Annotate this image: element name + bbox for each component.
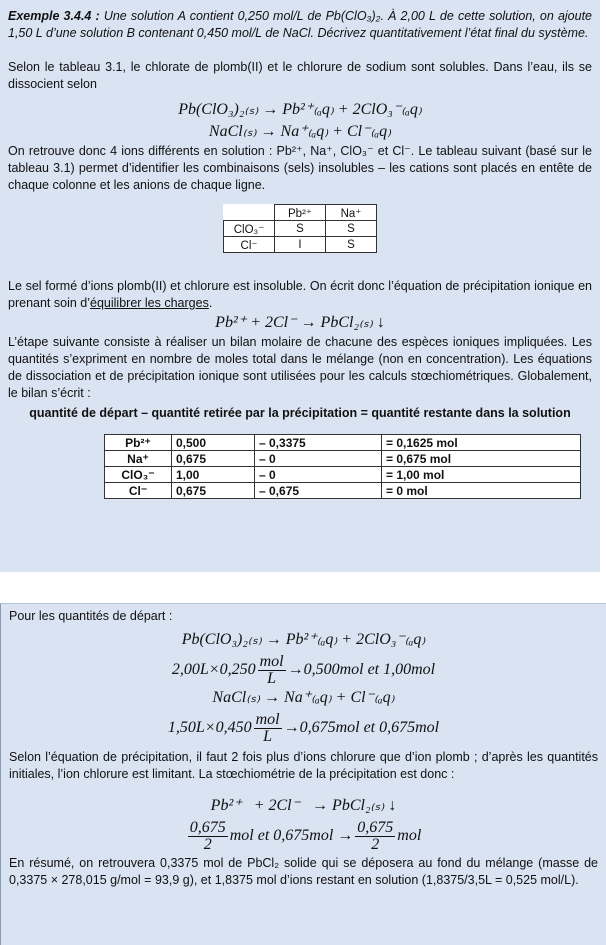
species-cell: Na⁺: [105, 451, 172, 467]
remaining-cell: = 0 mol: [382, 483, 581, 499]
start-cell: 0,675: [172, 451, 255, 467]
stoich-fraction-1: [188, 820, 228, 853]
removed-cell: – 0: [255, 451, 382, 467]
calc1-left: 2,00L×0,250: [171, 661, 256, 678]
fraction-den: L: [267, 669, 277, 687]
fraction-num: 0,675: [189, 818, 226, 836]
example-text: Une solution A contient 0,250 mol/L de Pb(ClO₃)₂. À 2,00 L de cette solution, on ajoute 1,50 L d’une solution B contenant 0,450 mol/L de NaCl. Décrivez quantitativement l’état final du système.: [8, 9, 592, 40]
example-statement: [8, 8, 592, 42]
cation-header: Na⁺: [326, 205, 377, 221]
eq3-chloride: + 2Cl⁻: [253, 797, 301, 814]
calc-line-1: [9, 653, 598, 687]
start-cell: 1,00: [172, 467, 255, 483]
stoich-fraction-2: [355, 820, 395, 853]
insoluble-paragraph: [8, 278, 592, 312]
fraction-den: 2: [203, 835, 212, 853]
table-row: [105, 483, 581, 499]
bilan-formula: quantité de départ – quantité retirée par la précipitation = quantité restante dans la solution: [29, 406, 571, 420]
table-row: [224, 221, 377, 237]
solubility-cell: I: [275, 237, 326, 253]
fraction-den: L: [263, 727, 273, 745]
anion-header: ClO₃⁻: [224, 221, 275, 237]
balance-charges-link[interactable]: équilibrer les charges: [90, 296, 209, 310]
eq3-product: → PbCl₂₍ₛ₎ ↓: [312, 797, 397, 814]
dissociation-eq-3: Pb(ClO₃)₂₍ₛ₎ → Pb²⁺₍ₐq₎ + 2ClO₃⁻₍ₐq₎: [181, 631, 426, 648]
table-row: [105, 435, 581, 451]
remaining-cell: = 0,1625 mol: [382, 435, 581, 451]
dissociation-eq-2: NaCl₍ₛ₎ → Na⁺₍ₐq₎ + Cl⁻₍ₐq₎: [208, 123, 392, 140]
fraction-num: mol: [259, 652, 284, 670]
dissociation-eq-1: Pb(ClO₃)₂₍ₛ₎ → Pb²⁺₍ₐq₎ + 2ClO₃⁻₍ₐq₎: [178, 101, 422, 118]
table-row: [105, 451, 581, 467]
example-label: Exemple 3.4.4 :: [8, 9, 100, 23]
fraction-den: 2: [371, 835, 380, 853]
start-cell: 0,500: [172, 435, 255, 451]
stoichiometry-line: [9, 817, 598, 855]
species-cell: Pb²⁺: [105, 435, 172, 451]
start-cell: 0,675: [172, 483, 255, 499]
fraction-num: mol: [255, 710, 280, 728]
part2-panel: [0, 603, 606, 945]
species-cell: ClO₃⁻: [105, 467, 172, 483]
insoluble-end: .: [208, 296, 213, 310]
stoich-unit: mol: [397, 827, 422, 844]
part2-heading: Pour les quantités de départ :: [9, 609, 173, 623]
solubility-cell: S: [275, 221, 326, 237]
bilan-table: [104, 434, 581, 499]
summary-paragraph: En résumé, on retrouvera 0,3375 mol de PbCl₂ solide qui se déposera au fond du mélange (masse de 0,3375 × 278,015 g/mol = 93,9 g), et 1,8375 mol d’ions restant en solution (1,8375/3,5L = 0,525 mol/L).: [9, 856, 598, 887]
remaining-cell: = 0,675 mol: [382, 451, 581, 467]
dissociation-eq-4: NaCl₍ₛ₎ → Na⁺₍ₐq₎ + Cl⁻₍ₐq₎: [212, 689, 395, 706]
fraction-num: 0,675: [357, 818, 394, 836]
insoluble-text: Le sel formé d’ions plomb(II) et chlorure est insoluble. On écrit donc l’équation de précipitation ionique en prenant soin d’: [8, 279, 592, 310]
bilan-paragraph: L’étape suivante consiste à réaliser un bilan molaire de chacune des espèces ioniques impliquées. Les quantités s’expriment en nombre de moles total dans le mélange (non en concentration). Les équations de dissociation et de précipitation ionique sont utilisées pour les calculs stœchiométriques. Globalement, le bilan s’écrit :: [8, 335, 592, 400]
cation-header: Pb²⁺: [275, 205, 326, 221]
ions-paragraph: On retrouve donc 4 ions différents en solution : Pb²⁺, Na⁺, ClO₃⁻ et Cl⁻. Le tableau suivant (basé sur le tableau 3.1) permet d’identifier les combinaisons (sels) insolubles – les cations sont placés en entête de chaque colonne et les anions de chaque ligne.: [8, 144, 592, 192]
stoich-mid: mol et 0,675mol →: [229, 827, 354, 844]
calc2-left: 1,50L×0,450: [167, 719, 252, 736]
remaining-cell: = 1,00 mol: [382, 467, 581, 483]
removed-cell: – 0: [255, 467, 382, 483]
removed-cell: – 0,3375: [255, 435, 382, 451]
intro-paragraph: Selon le tableau 3.1, le chlorate de plomb(II) et le chlorure de sodium sont solubles. Dans l’eau, ils se dissocient selon: [8, 60, 592, 91]
table-row: [105, 467, 581, 483]
precipitation-eq-2: [9, 795, 598, 817]
table-row: [224, 237, 377, 253]
solubility-table: [223, 204, 377, 253]
eq3-lead: Pb²⁺: [210, 797, 242, 814]
calc2-right: →0,675mol et 0,675mol: [283, 719, 440, 736]
removed-cell: – 0,675: [255, 483, 382, 499]
unit-fraction: [254, 712, 282, 745]
calc-line-2: [9, 711, 598, 745]
unit-fraction: [258, 654, 286, 687]
precipitation-eq: Pb²⁺ + 2Cl⁻ → PbCl₂₍ₛ₎ ↓: [215, 314, 385, 331]
solubility-cell: S: [326, 221, 377, 237]
anion-header: Cl⁻: [224, 237, 275, 253]
calc1-right: →0,500mol et 1,00mol: [287, 661, 436, 678]
species-cell: Cl⁻: [105, 483, 172, 499]
solubility-cell: S: [326, 237, 377, 253]
limiting-paragraph: Selon l’équation de précipitation, il faut 2 fois plus d’ions chlorure que d’ion plomb ; d’après les quantités initiales, l’ion chlorure est limitant. La stœchiométrie de la précipitation est donc :: [9, 750, 598, 781]
